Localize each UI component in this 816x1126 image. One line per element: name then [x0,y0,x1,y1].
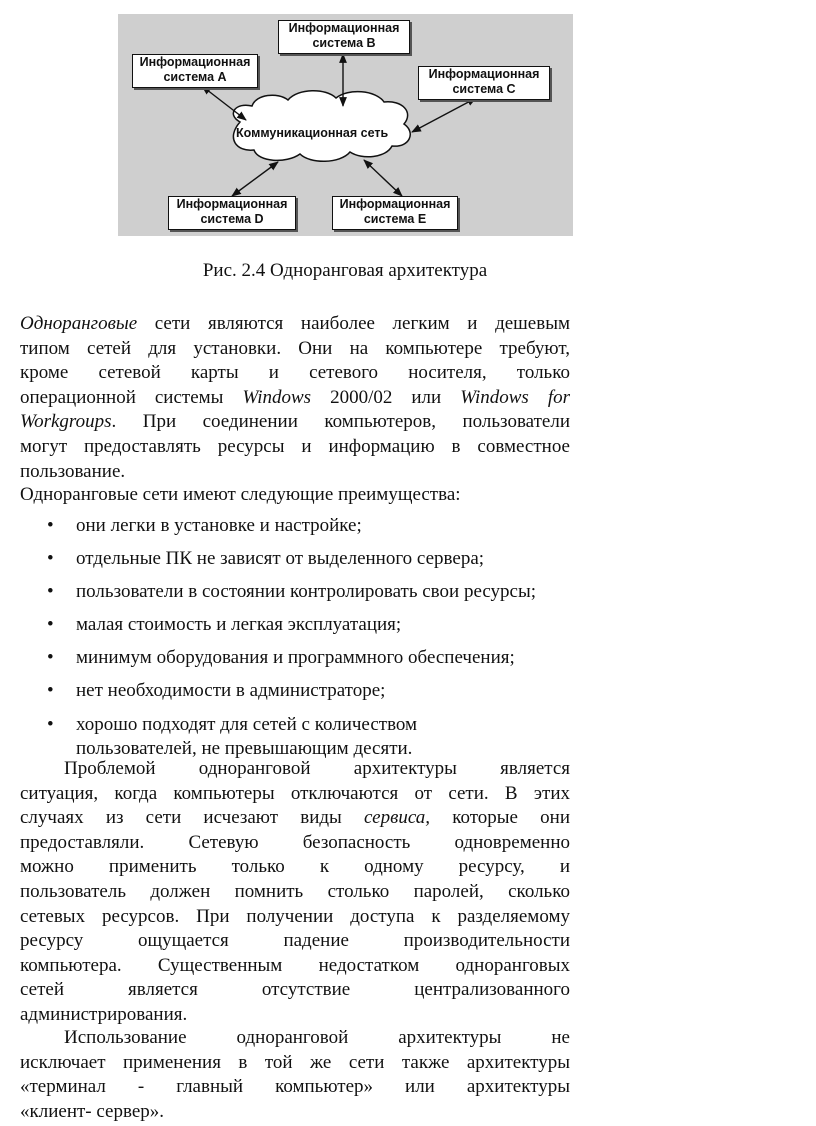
p1-line [20,410,570,435]
p1-term: Одноранговые [20,313,138,334]
bullet-icon: • [47,713,54,735]
list-item [0,547,536,572]
list-item [0,713,536,762]
advantages-intro: Одноранговые сети имеют следующие преимущества: [20,484,461,505]
box-system-b [278,20,410,54]
p1-line4-b: 2000/02 или [311,386,461,408]
bullet-icon: • [47,614,54,636]
p1-line: кроме сетевой карты и сетевого носителя, только [20,362,570,384]
p1-line4-a: операционной системы [20,386,243,408]
box-system-d-line2: система D [200,212,264,226]
list-item-text-cont: пользователей, не превышающим десяти. [76,738,413,760]
network-diagram [118,14,573,236]
paragraph-peer-to-peer-definition [20,312,570,484]
p3-line: исключает применения в той же сети также архитектуры [20,1051,570,1073]
arrow-to-system-d [232,162,278,196]
box-system-a-line1: Информационная [139,55,251,69]
box-system-d [168,196,296,230]
p3-line: «клиент- сервер». [20,1100,165,1122]
list-item-text: хорошо подходят для сетей с количеством [76,713,418,735]
bullet-icon: • [47,548,54,570]
p1-windows: Windows [242,386,312,408]
box-system-e [332,196,458,230]
p2-line: ресурсу ощущается падение производительности [20,930,570,952]
box-system-a [132,54,258,88]
list-item [0,514,536,539]
box-system-c [418,66,550,100]
p2-line3-b: которые они [430,807,570,829]
bullet-icon: • [47,515,54,536]
paragraph-problems [20,757,570,1028]
p1-line [20,386,570,411]
p3-line: «терминал - главный компьютер» или архитектуры [20,1076,570,1098]
figure-caption: Рис. 2.4 Одноранговая архитектура [202,260,488,281]
list-item-text: отдельные ПК не зависят от выделенного сервера; [76,548,485,570]
box-system-b-line2: система В [312,36,376,50]
box-system-b-line1: Информационная [288,21,400,35]
p2-line: Проблемой одноранговой архитектуры является [64,758,570,779]
list-item [0,580,536,605]
p1-line: пользование. [20,460,126,482]
bullet-icon: • [47,680,54,702]
p1-line5-rest: . При соединении компьютеров, пользователи [111,411,570,433]
p1-line1-rest: сети являются наиболее легким и дешевым [137,313,570,334]
p2-line: администрирования. [20,1003,188,1025]
list-item-text: они легки в установке и настройке; [76,515,362,536]
box-system-c-line2: система С [452,82,516,96]
p1-line: типом сетей для установки. Они на компьютере требуют, [20,337,570,359]
p1-windows-for: Windows for [460,386,570,408]
box-system-c-line1: Информационная [428,67,540,81]
p2-line: предоставляли. Сетевую безопасность одновременно [20,831,570,853]
p2-line: можно применить только к одному ресурсу, и [20,856,570,878]
p2-line [20,806,570,831]
p2-line: сетей является отсутствие централизованного [20,979,570,1001]
list-item [0,646,536,671]
list-item-text: минимум оборудования и программного обеспечения; [76,647,515,669]
p1-workgroups: Workgroups [20,411,112,433]
paragraph-combination [20,1026,570,1124]
cloud-label: Коммуникационная сеть [236,126,389,140]
p2-line: компьютера. Существенным недостатком одноранговых [20,954,570,976]
box-system-e-line1: Информационная [339,197,451,211]
advantages-list [0,514,536,770]
box-system-d-line1: Информационная [176,197,288,211]
p3-line: Использование одноранговой архитектуры не [64,1027,570,1048]
list-item [0,679,536,704]
bullet-icon: • [47,647,54,669]
p2-line: пользователь должен помнить столько паролей, сколько [20,880,570,902]
box-system-e-line2: система Е [363,212,427,226]
p1-line [20,312,570,337]
p2-line: ситуация, когда компьютеры отключаются от сети. В этих [20,782,570,804]
list-item [0,613,536,638]
p2-line3-a: случаях из сети исчезают виды [20,807,364,829]
arrow-to-system-c [412,98,476,132]
p2-line: сетевых ресурсов. При получении доступа к разделяемому [20,905,570,927]
box-system-a-line2: система А [163,70,227,84]
list-item-text: нет необходимости в администраторе; [76,680,386,702]
p1-line: могут предоставлять ресурсы и информацию в совместное [20,435,570,457]
arrow-to-system-e [364,160,402,196]
list-item-text: пользователи в состоянии контролировать свои ресурсы; [76,581,537,603]
list-item-text: малая стоимость и легкая эксплуатация; [76,614,402,636]
p2-service: сервиса, [363,807,431,829]
bullet-icon: • [47,581,54,603]
arrow-to-system-a [202,86,246,120]
